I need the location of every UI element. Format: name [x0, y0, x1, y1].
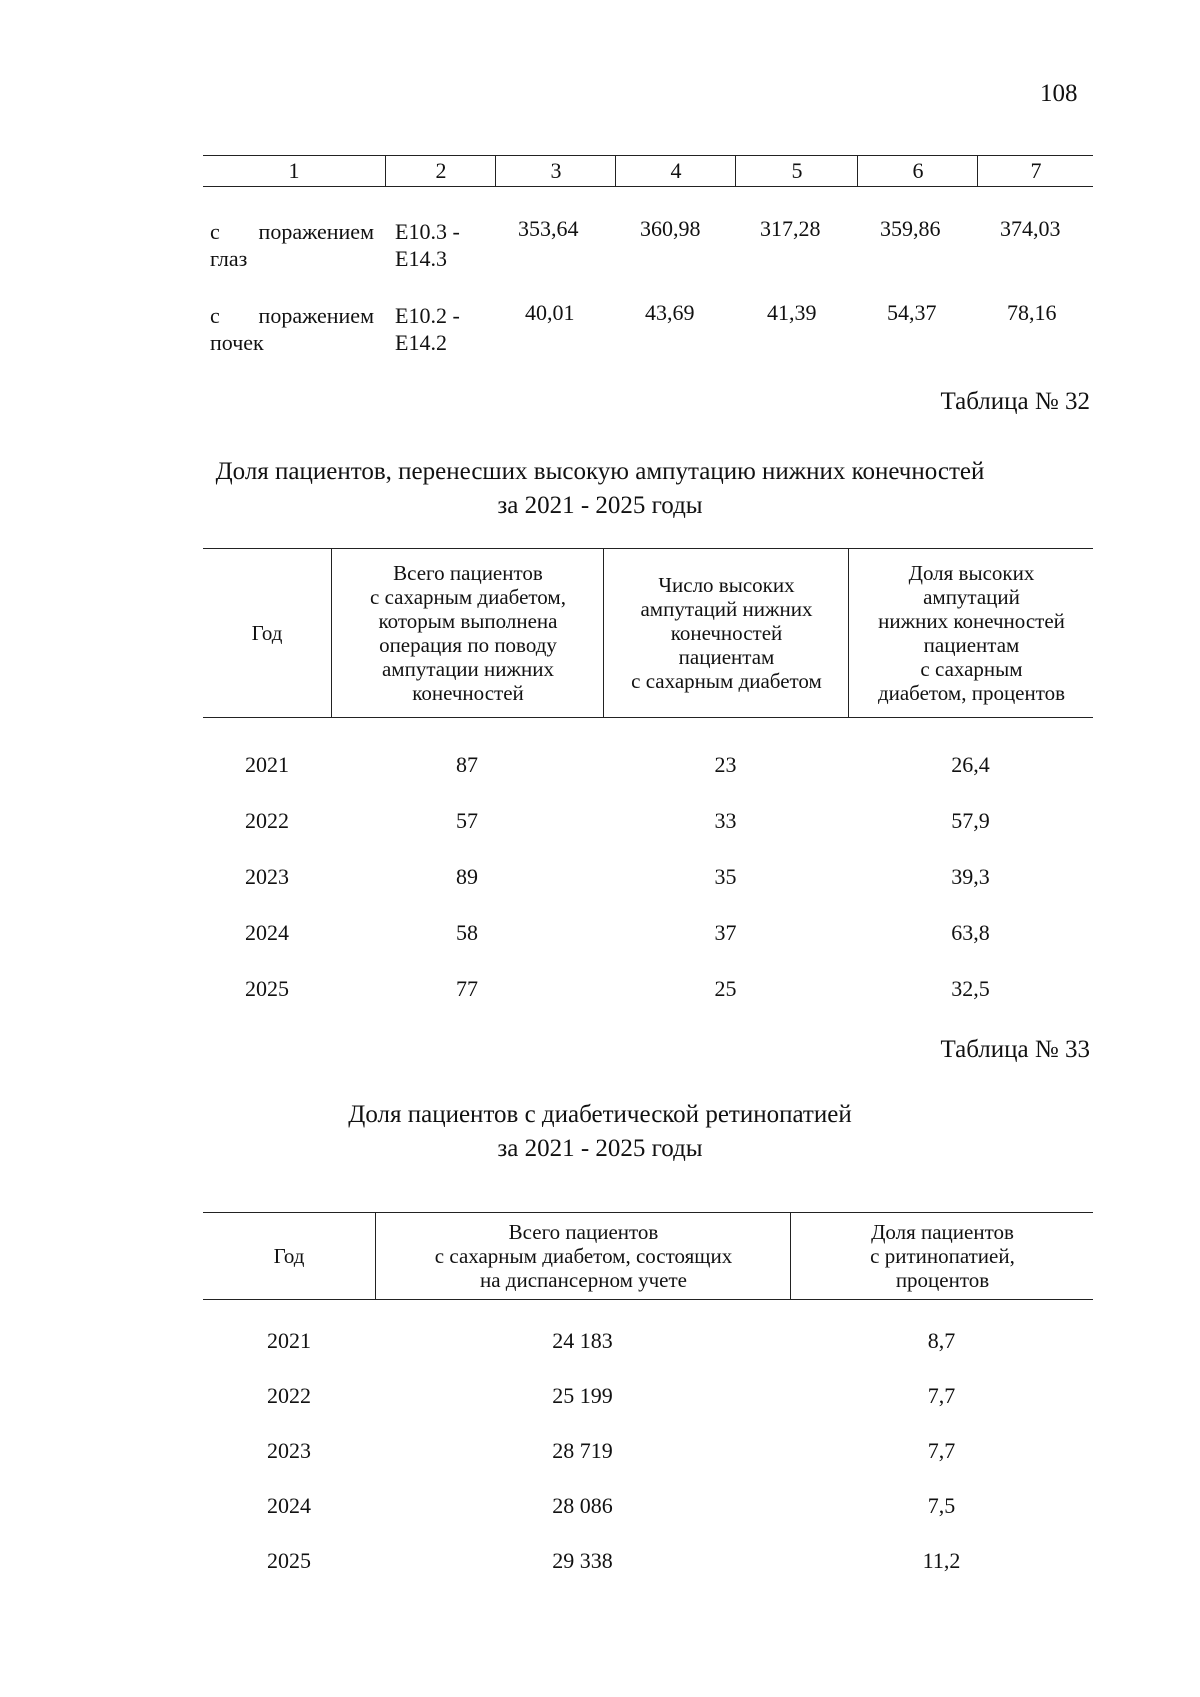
header-year — [203, 1213, 375, 1299]
year-cell: 2023 — [267, 1438, 311, 1463]
value-cell: 57 — [456, 808, 478, 833]
value-cell: 359,86 — [880, 216, 941, 241]
icd-code-line2: Е14.3 — [395, 246, 447, 271]
column-number-7: 7 — [977, 156, 1094, 186]
header-line: с сахарным диабетом, — [370, 585, 566, 609]
value-cell: 353,64 — [518, 216, 579, 241]
header-line: нижних конечностей — [878, 609, 1065, 633]
header-line: с ритинопатией, — [870, 1244, 1015, 1268]
header-line: ампутаций — [923, 585, 1020, 609]
value-cell: 374,03 — [1000, 216, 1061, 241]
table-32-header — [203, 548, 1093, 718]
value-cell: 33 — [714, 808, 737, 833]
value-cell: 7,7 — [927, 1438, 956, 1463]
value-cell: 43,69 — [645, 300, 695, 325]
value-cell: 25 — [714, 976, 737, 1001]
header-total-registered — [375, 1213, 791, 1299]
year-cell: 2023 — [245, 864, 289, 889]
header-total-patients — [331, 549, 604, 717]
header-amputations-share — [848, 549, 1094, 717]
header-line: Доля пациентов — [871, 1220, 1014, 1244]
table-32-title — [150, 455, 1050, 523]
value-cell: 7,5 — [927, 1493, 956, 1518]
value-cell: 35 — [714, 864, 737, 889]
value-cell: 28 086 — [552, 1493, 613, 1518]
column-number-3: 3 — [495, 156, 616, 186]
row-label-line1: с поражением — [210, 219, 374, 244]
header-line: Год — [273, 1244, 305, 1268]
value-cell: 29 338 — [552, 1548, 613, 1573]
value-cell: 77 — [456, 976, 478, 1001]
value-cell: 8,7 — [927, 1328, 956, 1353]
value-cell: 41,39 — [767, 300, 817, 325]
header-line: Число высоких — [658, 573, 795, 597]
header-amputations-count — [603, 549, 849, 717]
value-cell: 54,37 — [887, 300, 937, 325]
value-cell: 360,98 — [640, 216, 701, 241]
table-33-header — [203, 1212, 1093, 1300]
value-cell: 317,28 — [760, 216, 821, 241]
header-line: пациентам — [923, 633, 1020, 657]
value-cell: 37 — [714, 920, 737, 945]
value-cell: 57,9 — [951, 808, 990, 833]
value-cell: 63,8 — [951, 920, 990, 945]
column-number-4: 4 — [615, 156, 736, 186]
header-line: ампутации нижних — [381, 657, 554, 681]
table-32-label: Таблица № 32 — [940, 388, 1090, 415]
value-cell: 32,5 — [951, 976, 990, 1001]
value-cell: 23 — [714, 752, 737, 777]
column-number-1: 1 — [288, 158, 300, 183]
value-cell: 11,2 — [922, 1548, 961, 1573]
value-cell: 58 — [456, 920, 478, 945]
table-33-label: Таблица № 33 — [940, 1036, 1090, 1063]
header-year — [203, 549, 331, 717]
year-cell: 2022 — [245, 808, 289, 833]
year-cell: 2024 — [245, 920, 289, 945]
header-line: Доля высоких — [908, 561, 1035, 585]
value-cell: 24 183 — [552, 1328, 613, 1353]
header-line: с сахарным — [920, 657, 1023, 681]
header-line: операция по поводу — [379, 633, 557, 657]
table-33-title — [150, 1098, 1050, 1166]
year-cell: 2021 — [267, 1328, 311, 1353]
year-cell: 2024 — [267, 1493, 311, 1518]
continued-table-header — [203, 155, 1093, 187]
header-line: Всего пациентов — [393, 561, 543, 585]
header-line: с сахарным диабетом — [631, 669, 822, 693]
header-line: с сахарным диабетом, состоящих — [434, 1244, 733, 1268]
row-label-line2: почек — [210, 330, 264, 355]
row-label-line2: глаз — [210, 246, 248, 271]
header-line: диабетом, процентов — [877, 681, 1066, 705]
header-line: конечностей — [412, 681, 524, 705]
year-cell: 2021 — [245, 752, 289, 777]
column-number-5: 5 — [735, 156, 858, 186]
icd-code-line2: Е14.2 — [395, 330, 447, 355]
value-cell: 39,3 — [951, 864, 990, 889]
value-cell: 25 199 — [552, 1383, 613, 1408]
header-line: на диспансерном учете — [479, 1268, 687, 1292]
icd-code-line1: Е10.2 - — [395, 303, 460, 328]
year-cell: 2025 — [267, 1548, 311, 1573]
value-cell: 89 — [456, 864, 478, 889]
title-line: за 2021 - 2025 годы — [497, 1135, 703, 1162]
header-line: конечностей — [670, 621, 783, 645]
value-cell: 28 719 — [552, 1438, 613, 1463]
title-line: Доля пациентов, перенесших высокую ампутацию нижних конечностей — [215, 458, 985, 485]
header-line: процентов — [895, 1268, 990, 1292]
header-line: ампутаций нижних — [640, 597, 813, 621]
header-line: пациентам — [678, 645, 775, 669]
icd-code-line1: Е10.3 - — [395, 219, 460, 244]
column-number-2: 2 — [385, 156, 496, 186]
value-cell: 7,7 — [927, 1383, 956, 1408]
title-line: за 2021 - 2025 годы — [497, 492, 703, 519]
page-number: 108 — [1040, 80, 1078, 107]
header-line: которым выполнена — [378, 609, 558, 633]
title-line: Доля пациентов с диабетической ретинопатией — [348, 1101, 852, 1128]
column-number-6: 6 — [857, 156, 978, 186]
header-retinopathy-share — [790, 1213, 1094, 1299]
header-line: Год — [251, 621, 283, 645]
value-cell: 26,4 — [951, 752, 990, 777]
value-cell: 78,16 — [1007, 300, 1057, 325]
value-cell: 40,01 — [525, 300, 575, 325]
year-cell: 2022 — [267, 1383, 311, 1408]
row-label-line1: с поражением — [210, 303, 374, 328]
value-cell: 87 — [456, 752, 478, 777]
year-cell: 2025 — [245, 976, 289, 1001]
header-line: Всего пациентов — [508, 1220, 659, 1244]
